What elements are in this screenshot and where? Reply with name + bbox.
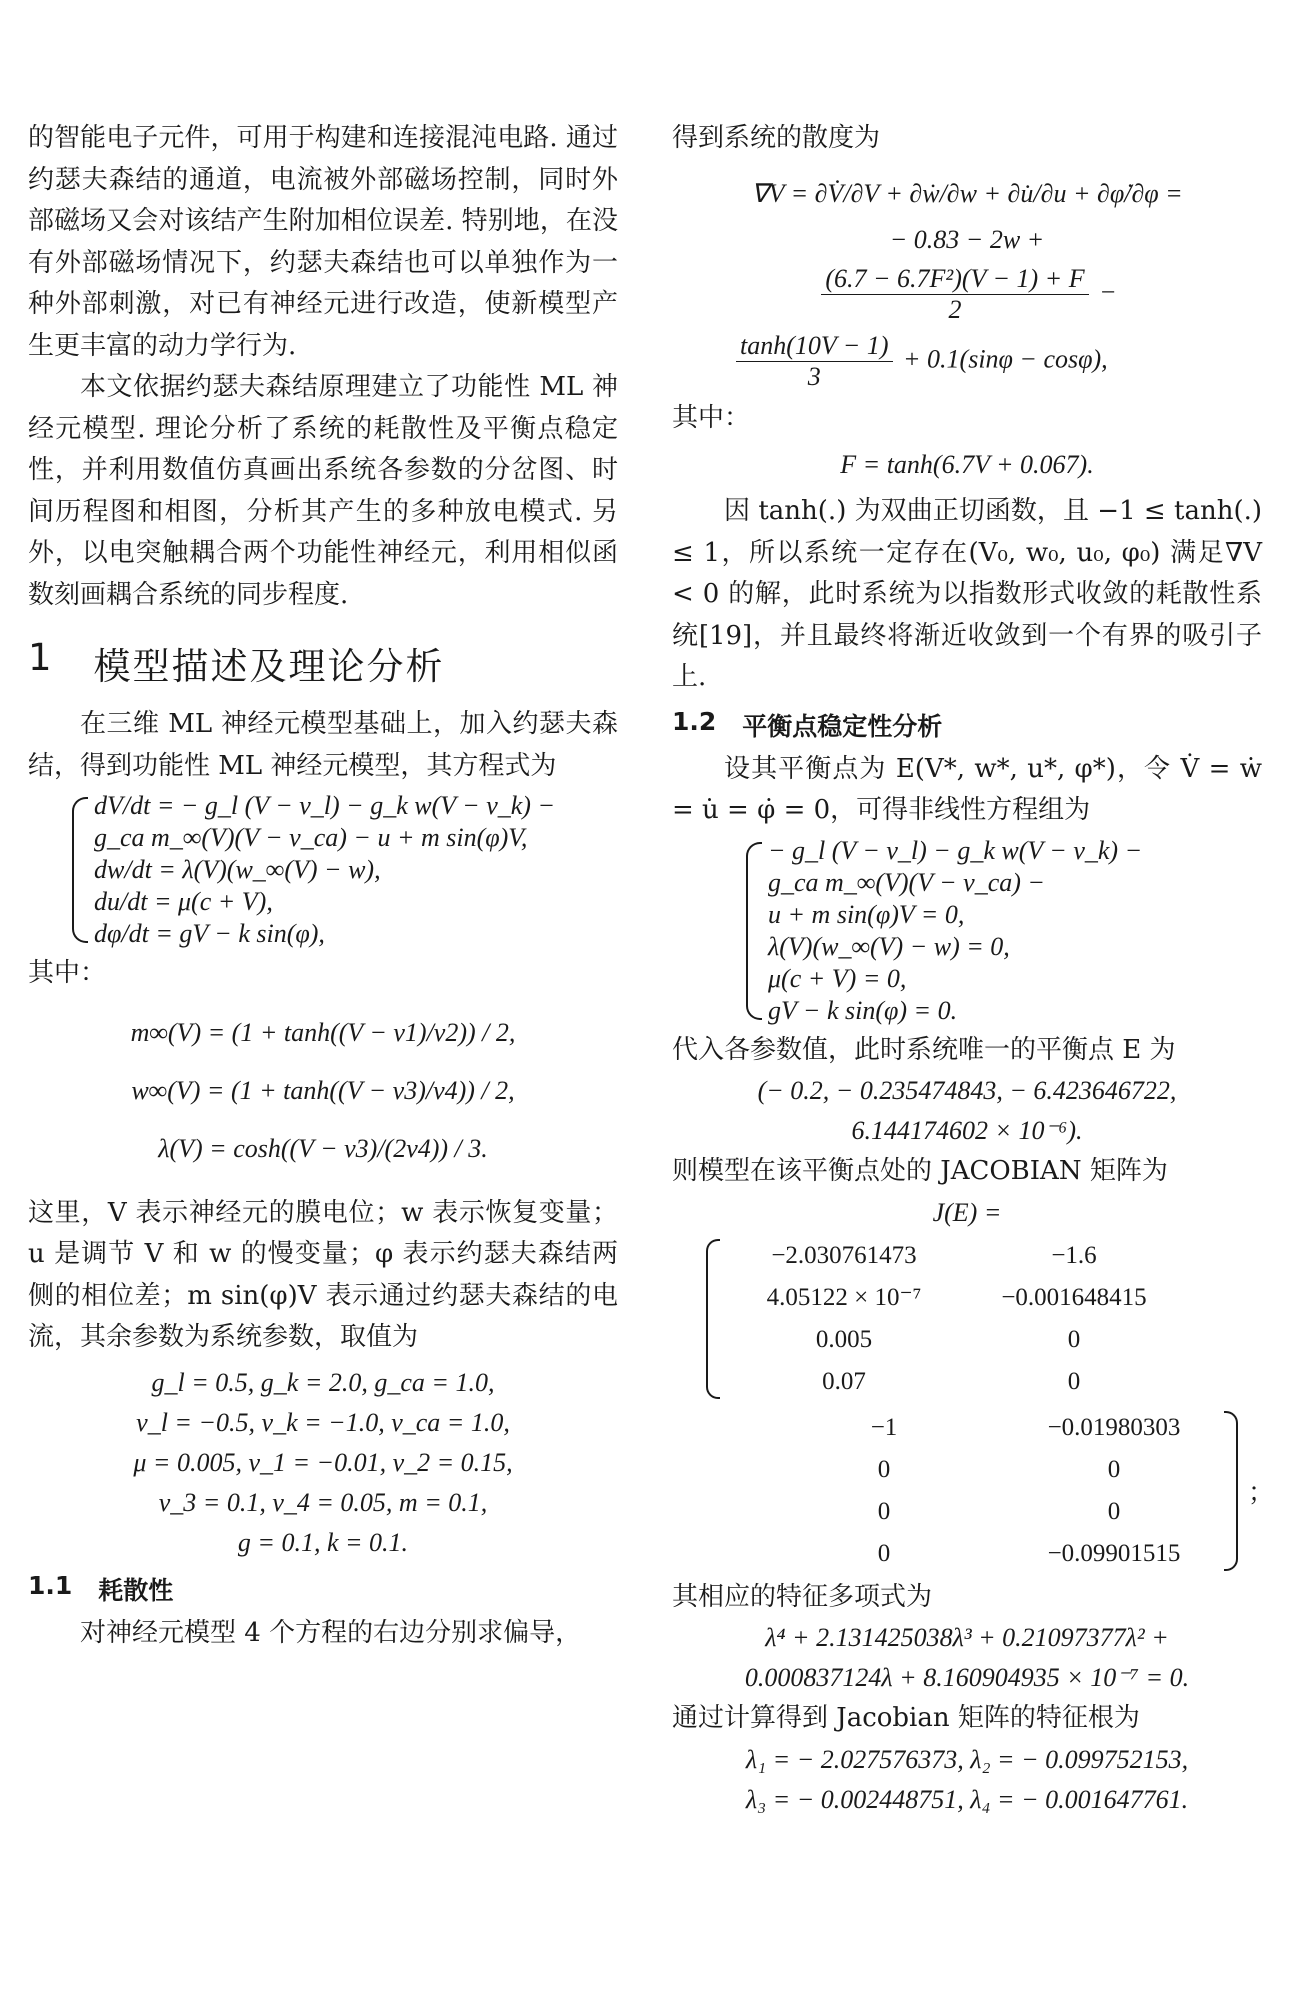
ode-line-1: dV/dt = − g_l (V − v_l) − g_k w(V − v_k) − — [94, 791, 556, 820]
section-number: 1 — [28, 636, 54, 679]
fraction — [821, 264, 1088, 325]
equilibrium-system — [742, 836, 1262, 1026]
divergence-line-1: ∇V = ∂V̇/∂V + ∂ẇ/∂w + ∂u̇/∂u + ∂φ̇/∂φ = — [751, 178, 1183, 208]
divergence-line-4 — [732, 331, 1262, 392]
section-title: 模型描述及理论分析 — [93, 645, 445, 688]
param-line: v_l = −0.5, v_k = −1.0, v_ca = 1.0, — [136, 1407, 510, 1437]
equation-minf: m∞(V) = (1 + tanh((V − v1)/v2)) / 2, — [130, 1017, 516, 1047]
matrix-cell: 0 — [1107, 1497, 1121, 1525]
matrix-cell: 0 — [877, 1497, 891, 1525]
matrix-cell: −1.6 — [1051, 1241, 1097, 1269]
matrix-cell: 0 — [1107, 1455, 1121, 1483]
left-column — [28, 118, 618, 1654]
eq-sys-line: g_ca m_∞(V)(V − v_ca) − — [768, 867, 1045, 897]
paragraph-intro-continued: 的智能电子元件，可用于构建和连接混沌电路. 通过约瑟夫森结的通道，电流被外部磁场控制，同时外部磁场又会对该结产生附加相位误差. 特别地，在没有外部磁场情况下，约瑟夫森结也可以单独作为一种外部刺激，对已有神经元进行改造，使新模型产生更丰富的动力学行为. — [28, 123, 618, 361]
parameter-list — [28, 1363, 618, 1563]
jacobian-matrix-left — [702, 1233, 1262, 1405]
char-poly-line-1: λ⁴ + 2.131425038λ³ + 0.21097377λ² + — [765, 1623, 1169, 1652]
eq-sys-line: gV − k sin(φ) = 0. — [768, 995, 958, 1025]
fraction-denominator: 2 — [948, 294, 962, 324]
paragraph-model-intro: 在三维 ML 神经元模型基础上，加入约瑟夫森结，得到功能性 ML 神经元模型，其方程式为 — [28, 709, 618, 781]
matrix-cell: 0 — [1067, 1367, 1081, 1395]
operator: + 0.1(sinφ − cosφ), — [903, 343, 1108, 373]
paragraph-eigen: 通过计算得到 Jacobian 矩阵的特征根为 — [672, 1703, 1140, 1733]
paragraph-divergence-intro: 得到系统的散度为 — [672, 123, 881, 153]
param-line: μ = 0.005, v_1 = −0.01, v_2 = 0.15, — [133, 1447, 513, 1477]
matrix-terminator: ； — [1248, 1478, 1275, 1508]
matrix-cell: 0.005 — [815, 1325, 873, 1353]
jacobian-matrix-right-row — [672, 1405, 1275, 1577]
matrix-cell: −2.030761473 — [771, 1241, 917, 1269]
equation-F: F = tanh(6.7V + 0.067). — [840, 450, 1094, 479]
char-poly-line-2: 0.000837124λ + 8.160904935 × 10⁻⁷ = 0. — [744, 1663, 1190, 1692]
jacobian-matrix-right — [742, 1405, 1224, 1577]
paragraph-jacobian: 则模型在该平衡点处的 JACOBIAN 矩阵为 — [672, 1156, 1168, 1186]
operator: − — [1099, 276, 1117, 306]
ode-line-4: du/dt = μ(c + V), — [94, 887, 273, 916]
where-label: 其中： — [672, 402, 751, 433]
matrix-cell: 4.05122 × 10⁻⁷ — [766, 1283, 922, 1311]
matrix-cell: 0.07 — [822, 1367, 866, 1395]
paragraph-dissipation: 对神经元模型 4 个方程的右边分别求偏导， — [80, 1617, 582, 1648]
fraction-numerator: (6.7 − 6.7F²)(V − 1) + F — [821, 264, 1088, 295]
right-column — [672, 118, 1275, 1820]
param-line: v_3 = 0.1, v_4 = 0.05, m = 0.1, — [158, 1487, 488, 1517]
matrix-cell: 0 — [1067, 1325, 1081, 1353]
ode-line-2: g_ca m_∞(V)(V − v_ca) − u + m sin(φ)V, — [94, 823, 528, 852]
paragraph-dissipative: 因 tanh(.) 为双曲正切函数，且 −1 ≤ tanh(.) ≤ 1，所以系统一定存在(V₀, w₀, u₀, φ₀) 满足∇V < 0 的解，此时系统为以指数形式收敛的耗散性系统[19]，并且最终将渐近收敛到一个有界的吸引子上. — [672, 496, 1262, 692]
fraction — [736, 331, 893, 392]
matrix-cell: 0 — [877, 1455, 891, 1483]
subsection-heading-1-1 — [28, 1571, 618, 1607]
matrix-grid — [764, 1409, 1224, 1573]
subsection-number: 1.1 — [28, 1570, 73, 1600]
divergence-line-3 — [672, 264, 1262, 325]
where-label: 其中： — [28, 958, 107, 988]
fraction-denominator: 3 — [807, 361, 821, 391]
equation-lambda: λ(V) = cosh((V − v3)/(2v4)) / 3. — [158, 1133, 488, 1163]
paragraph-char-poly: 其相应的特征多项式为 — [672, 1581, 933, 1612]
param-line: g = 0.1, k = 0.1. — [237, 1527, 409, 1557]
fraction-numerator: tanh(10V − 1) — [736, 331, 893, 362]
ode-line-5: dφ/dt = gV − k sin(φ), — [94, 919, 325, 948]
eq-sys-line: λ(V)(w_∞(V) − w) = 0, — [768, 931, 1010, 961]
jacobian-label: J(E) = — [932, 1197, 1002, 1227]
matrix-cell: −0.01980303 — [1047, 1413, 1181, 1441]
eq-sys-line: μ(c + V) = 0, — [768, 963, 907, 993]
ode-system — [68, 791, 618, 949]
paragraph-equilibrium: 设其平衡点为 E(V*, w*, u*, φ*)，令 V̇ = ẇ = u̇ = φ̇ = 0，可得非线性方程组为 — [672, 753, 1262, 825]
subsection-number: 1.2 — [672, 706, 717, 736]
eigenvalues-line-2: λ₃ = − 0.002448751, λ₄ = − 0.001647761. — [745, 1784, 1189, 1814]
equilibrium-point-line-2: 6.144174602 × 10⁻⁶). — [851, 1116, 1083, 1145]
matrix-cell: −0.001648415 — [1001, 1283, 1147, 1311]
matrix-cell: 0 — [877, 1539, 891, 1567]
ode-line-3: dw/dt = λ(V)(w_∞(V) − w), — [94, 855, 381, 884]
matrix-cell: −0.09901515 — [1047, 1539, 1181, 1567]
eigenvalues-line-1: λ₁ = − 2.027576373, λ₂ = − 0.099752153, — [745, 1744, 1189, 1774]
subsection-title: 耗散性 — [98, 1575, 174, 1605]
matrix-grid — [724, 1237, 1262, 1401]
section-heading-1 — [28, 636, 618, 690]
eq-sys-line: − g_l (V − v_l) − g_k w(V − v_k) − — [768, 835, 1143, 865]
eq-sys-line: u + m sin(φ)V = 0, — [768, 899, 965, 929]
matrix-cell: −1 — [870, 1413, 898, 1441]
subsection-title: 平衡点稳定性分析 — [742, 711, 943, 741]
paragraph-substitute: 代入各参数值，此时系统唯一的平衡点 E 为 — [672, 1034, 1176, 1065]
subsection-heading-1-2 — [672, 707, 1262, 743]
param-line: g_l = 0.5, g_k = 2.0, g_ca = 1.0, — [151, 1367, 495, 1397]
equilibrium-point-line-1: (− 0.2, − 0.235474843, − 6.423646722, — [757, 1076, 1177, 1105]
equation-winf: w∞(V) = (1 + tanh((V − v3)/v4)) / 2, — [131, 1075, 515, 1105]
paragraph-contribution: 本文依据约瑟夫森结原理建立了功能性 ML 神经元模型. 理论分析了系统的耗散性及平衡点稳定性，并利用数值仿真画出系统各参数的分岔图、时间历程图和相图，分析其产生的多种放电模式. 另外，以电突触耦合两个功能性神经元，利用相似函数刻画耦合系统的同步程度. — [28, 372, 618, 610]
divergence-line-2: − 0.83 − 2w + — [889, 224, 1045, 254]
paragraph-variables: 这里，V 表示神经元的膜电位；w 表示恢复变量；u 是调节 V 和 w 的慢变量；φ 表示约瑟夫森结两侧的相位差；m sin(φ)V 表示通过约瑟夫森结的电流，其余参数为系统参数，取值为 — [28, 1197, 618, 1352]
